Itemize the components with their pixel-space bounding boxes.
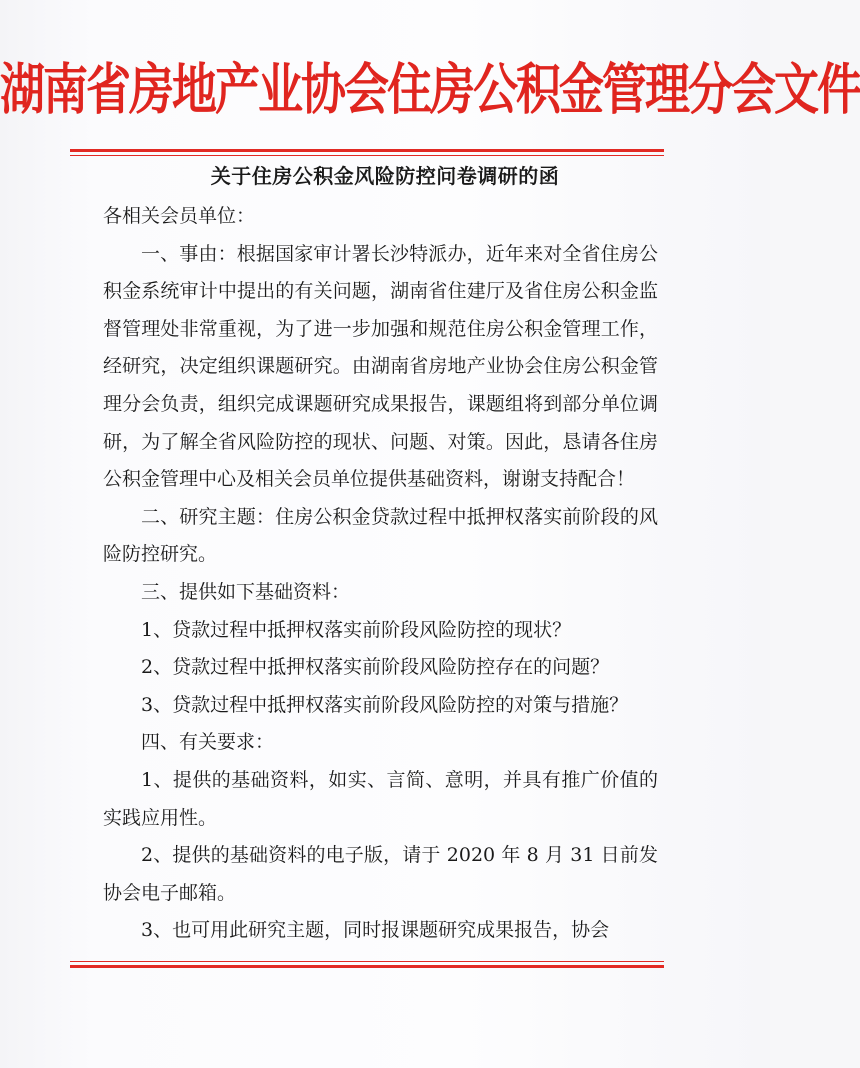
paragraph-requirement-1: 1、提供的基础资料，如实、言简、意明，并具有推广价值的实践应用性。 (103, 768, 658, 829)
paragraph-requirement-2: 2、提供的基础资料的电子版，请于 2020 年 8 月 31 日前发协会电子邮箱。 (103, 844, 658, 904)
footer-red-rule-thick (70, 965, 664, 968)
paragraph-material-item-1: 1、贷款过程中抵押权落实前阶段风险防控的现状？ (141, 618, 572, 641)
header-red-rule-thick (70, 149, 664, 152)
paragraph-material-item-2: 2、贷款过程中抵押权落实前阶段风险防控存在的问题？ (141, 656, 610, 679)
paragraph-research-topic: 二、研究主题：住房公积金贷款过程中抵押权落实前阶段的风险防控研究。 (103, 505, 658, 566)
paragraph-requirement-3: 3、也可用此研究主题，同时报课题研究成果报告，协会 (141, 919, 610, 942)
salutation: 各相关会员单位： (103, 205, 256, 227)
paragraph-requirements-heading: 四、有关要求： (141, 731, 275, 754)
paragraph-materials-heading: 三、提供如下基础资料： (141, 580, 351, 603)
document-body (103, 198, 658, 950)
issuer-header-title: 湖南省房地产业协会住房公积金管理分会文件 (0, 57, 860, 122)
paragraph-material-item-3: 3、贷款过程中抵押权落实前阶段风险防控的对策与措施？ (141, 693, 629, 716)
paragraph-reason: 一、事由：根据国家审计署长沙特派办，近年来对全省住房公积金系统审计中提出的有关问题，湖南省住建厅及省住房公积金监督管理处非常重视，为了进一步加强和规范住房公积金管理工作，经研究，决定组织课题研究。由湖南省房地产业协会住房公积金管理分会负责，组织完成课题研究成果报告，课题组将到部分单位调研，为了解全省风险防控的现状、问题、对策。因此，恳请各住房公积金管理中心及相关会员单位提供基础资料，谢谢支持配合！ (103, 242, 658, 491)
footer-red-rule-thin (70, 961, 664, 962)
document-subject: 关于住房公积金风险防控问卷调研的函 (210, 164, 560, 188)
header-red-rule-thin (70, 155, 664, 156)
